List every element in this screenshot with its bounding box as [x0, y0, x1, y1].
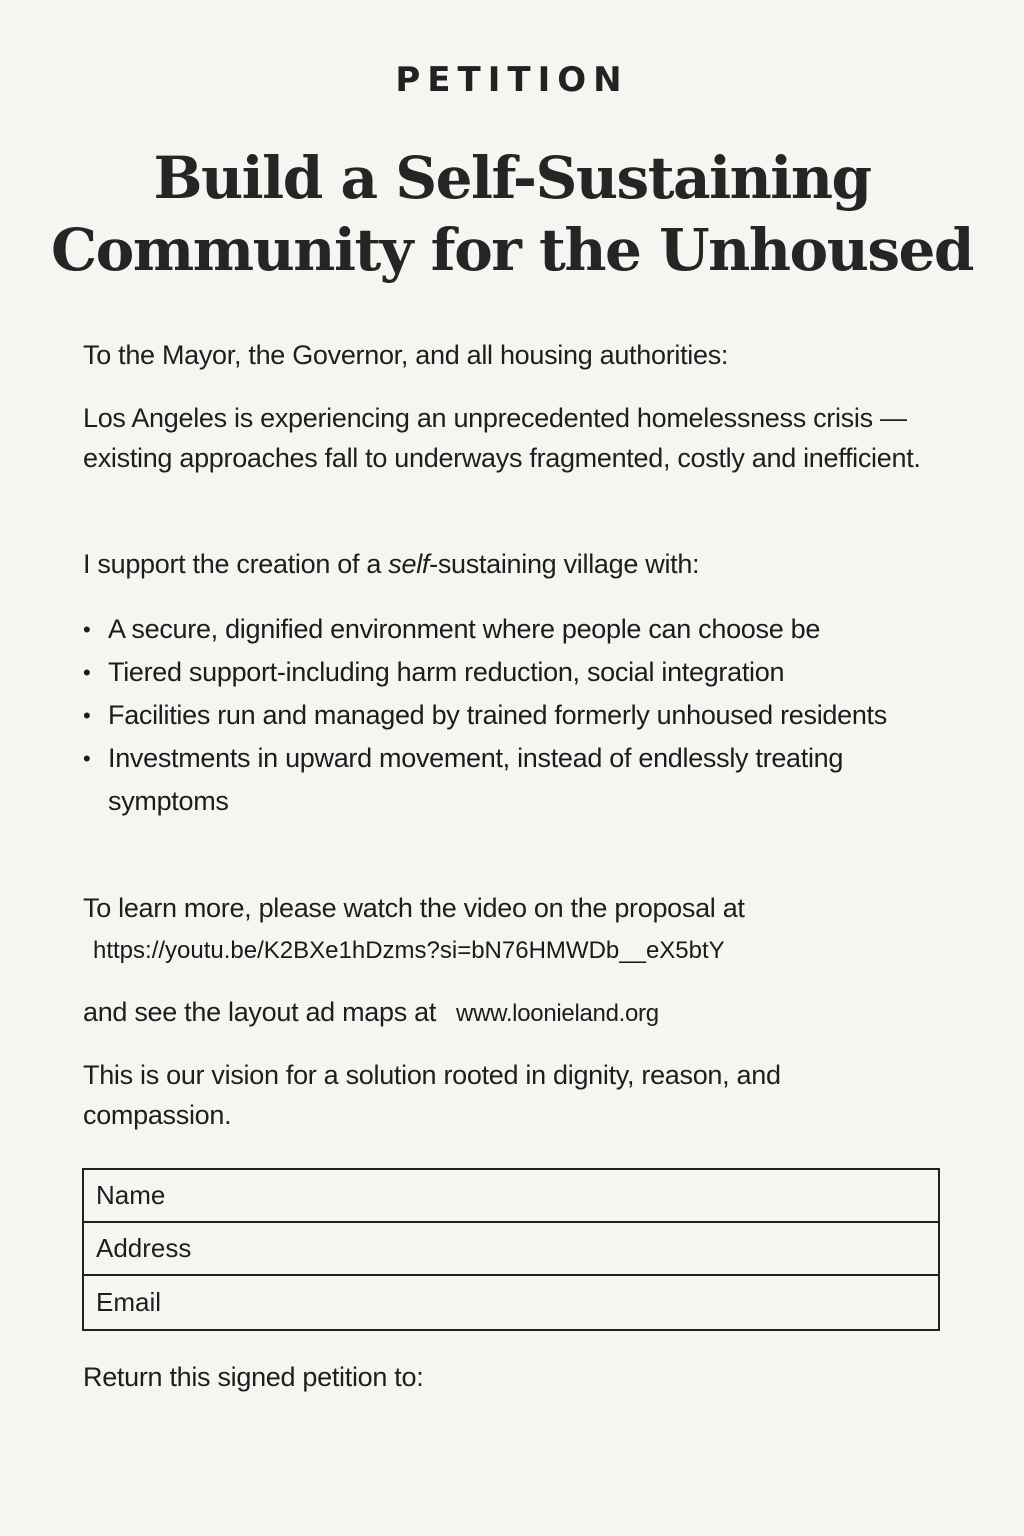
- title-line-1: Build a Self-Sustaining: [153, 144, 871, 212]
- list-item: [83, 694, 888, 737]
- return-instructions: Return this signed petition to:: [83, 1362, 424, 1392]
- maps-text: and see the layout ad maps at: [83, 997, 437, 1027]
- list-item-text: A secure, dignified environment where people can choose be: [108, 614, 821, 644]
- learn-more-text: To learn more, please watch the video on the proposal at: [83, 893, 745, 923]
- list-item: [83, 608, 963, 651]
- email-field[interactable]: Email: [96, 1287, 162, 1317]
- support-prefix: I support the creation of a: [83, 549, 389, 579]
- title-line-2: Community for the Unhoused: [51, 216, 973, 284]
- list-item: [83, 651, 963, 694]
- address-field[interactable]: Address: [84, 1223, 938, 1276]
- list-item: [83, 737, 963, 823]
- video-link[interactable]: https://youtu.be/K2BXe1hDzms?si=bN76HMWDb__eX5btY: [93, 937, 725, 964]
- support-emphasis: self: [388, 549, 430, 579]
- petition-title: [0, 142, 1024, 286]
- salutation: To the Mayor, the Governor, and all housing authorities:: [83, 340, 729, 370]
- bullet-icon: •: [83, 617, 91, 642]
- name-field[interactable]: Name: [84, 1170, 938, 1223]
- list-item-text: Investments in upward movement, instead of endlessly treating symptoms: [108, 743, 844, 816]
- website-link[interactable]: www.loonieland.org: [456, 1000, 659, 1027]
- vision-statement: This is our vision for a solution rooted in dignity, reason, and compassion.: [83, 1060, 781, 1130]
- bullet-icon: •: [83, 746, 91, 771]
- proposal-points-list: [83, 608, 963, 823]
- document-kicker: PETITION: [395, 60, 629, 100]
- intro-paragraph: Los Angeles is experiencing an unprecedented homelessness crisis — existing approaches fall to underways fragmented, costly and inefficient.: [83, 403, 921, 473]
- maps-text-line: [83, 992, 659, 1034]
- list-item-text: Tiered support-including harm reduction, social integration: [108, 657, 785, 687]
- bullet-icon: •: [83, 703, 91, 728]
- support-statement: [83, 544, 699, 584]
- support-suffix: -sustaining village with:: [429, 549, 700, 579]
- bullet-icon: •: [83, 660, 91, 685]
- signature-form: [82, 1168, 940, 1331]
- list-item-text: Facilities run and managed by trained formerly unhoused residents: [108, 700, 887, 730]
